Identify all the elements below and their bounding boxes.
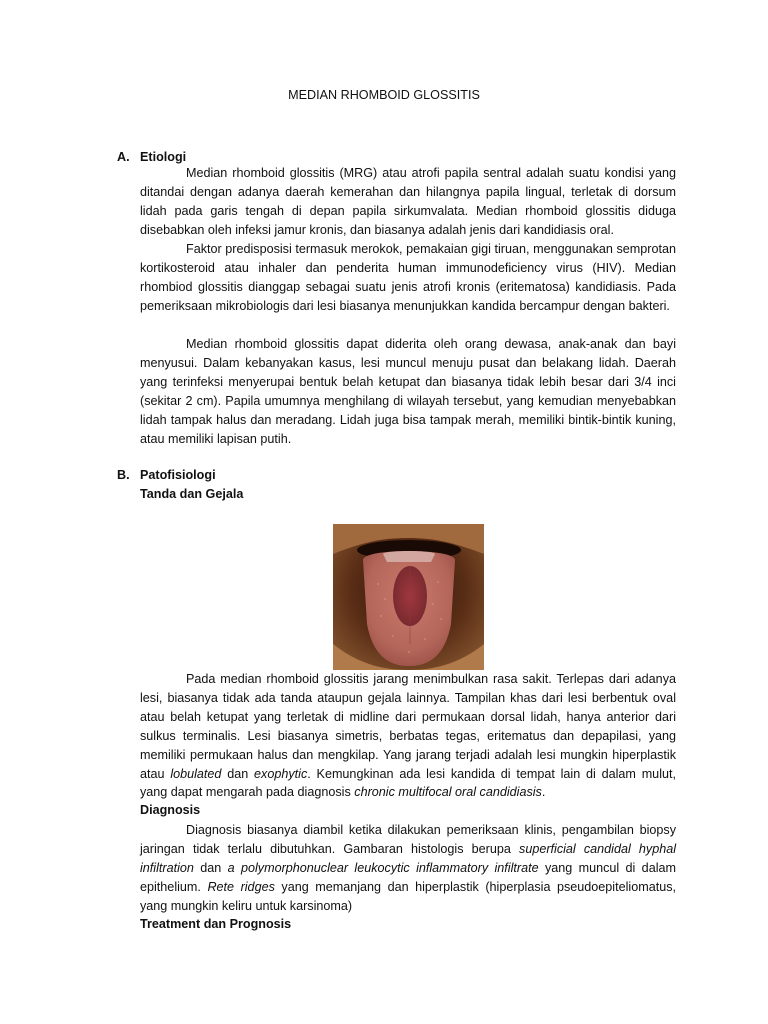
tongue-photo — [333, 524, 484, 670]
tanda-gejala-paragraph — [140, 670, 676, 802]
diagnosis-italic-1: superficial candidal hyphal infiltration — [140, 841, 677, 875]
diagnosis-italic-2: a polymorphonuclear leukocytic inflammatory infiltrate — [227, 860, 539, 875]
diagnosis-text-1: Diagnosis biasanya diambil ketika dilakukan pemeriksaan klinis, pengambilan biopsy jaringan tidak terlalu dibutuhkan. Gambaran histologis berupa — [140, 823, 676, 856]
diagnosis-italic-3: Rete ridges — [207, 879, 275, 894]
document-title: MEDIAN RHOMBOID GLOSSITIS — [288, 88, 480, 102]
tanda-text-4: . — [541, 785, 546, 800]
etiologi-paragraph-2: Faktor predisposisi termasuk merokok, pemakaian gigi tiruan, menggunakan semprotan kortikosteroid atau inhaler dan penderita human immunodeficiency virus (HIV). Median rhombiod glossitis dianggap sebagai suatu jenis atrofi kronis (eritematosa) kandidiasis. Pada pemeriksaan mikrobiologis dari lesi biasanya menunjukkan kandida bercampur dengan bakteri. — [140, 242, 676, 313]
subheading-treatment-prognosis: Treatment dan Prognosis — [140, 917, 292, 931]
diagnosis-text-2: dan — [193, 860, 228, 875]
section-b-letter: B. — [117, 468, 130, 482]
diagnosis-text-4: yang memanjang dan hiperplastik (hiperplasia pseudoepiteliomatus, yang mungkin keliru untuk karsinoma) — [140, 879, 676, 913]
section-a-title: Etiologi — [140, 150, 187, 164]
section-b-heading — [117, 468, 216, 482]
tanda-italic-3: chronic multifocal oral candidiasis — [354, 785, 542, 800]
tanda-text-1: Pada median rhomboid glossitis jarang menimbulkan rasa sakit. Terlepas dari adanya lesi, biasanya tidak ada tanda ataupun gejala lainnya. Tampilan khas dari lesi berbentuk oval atau belah ketupat yang terletak di midline dari permukaan dorsal lidah, hanya anterior dari sulkus terminalis. Lesi biasanya simetris, berbatas tegas, eritematus dan depapilasi, yang memiliki permukaan halus dan mengkilap. Yang jarang terjadi adalah lesi mungkin hiperplastik atau — [140, 672, 676, 781]
section-a-letter: A. — [117, 150, 130, 164]
etiologi-paragraph-3: Median rhomboid glossitis dapat diderita oleh orang dewasa, anak-anak dan bayi menyusui. Dalam kebanyakan kasus, lesi muncul menuju pusat dan belakang lidah. Daerah yang terinfeksi menyerupai bentuk belah ketupat dan biasanya tidak lebih besar dari 3/4 inci (sekitar 2 cm). Papila umumnya menghilang di wilayah tersebut, yang kemudian menyebabkan lidah tampak halus dan meradang. Lidah juga bisa tampak merah, memiliki bintik-bintik kuning, atau memiliki lapisan putih. — [140, 337, 676, 446]
etiologi-paragraph-1: Median rhomboid glossitis (MRG) atau atrofi papila sentral adalah suatu kondisi yang ditandai dengan adanya daerah kemerahan dan hilangnya papila lingual, terletak di dorsum lidah pada garis tengah di depan papila sirkumvalata. Median rhomboid glossitis diduga disebabkan oleh infeksi jamur kronis, dan biasanya adalah jenis dari kandidiasis oral. — [140, 166, 676, 237]
tanda-text-2: dan — [221, 766, 255, 781]
tanda-italic-2: exophytic — [254, 766, 308, 781]
tongue-photo-illustration — [333, 524, 484, 670]
diagnosis-paragraph — [140, 821, 676, 916]
tanda-italic-1: lobulated — [170, 766, 222, 781]
tanda-text-3: . Kemungkinan ada lesi kandida di tempat lain di dalam mulut, yang dapat mengarah pada diagnosis — [140, 766, 676, 800]
subheading-tanda-gejala: Tanda dan Gejala — [140, 487, 244, 501]
subheading-diagnosis: Diagnosis — [140, 803, 201, 817]
section-b-title: Patofisiologi — [140, 468, 216, 482]
section-a-heading — [117, 150, 186, 164]
diagnosis-text-3: yang muncul di dalam epithelium. — [140, 860, 676, 894]
